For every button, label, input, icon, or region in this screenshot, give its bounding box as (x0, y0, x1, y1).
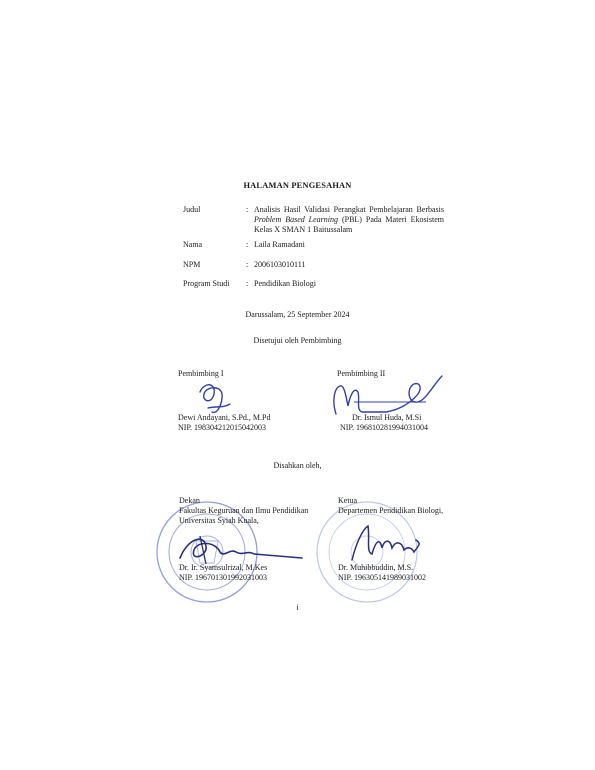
ketua-role: Ketua (338, 496, 358, 505)
dekan-nip: NIP. 196701301992031003 (179, 573, 268, 582)
npm-colon: : (246, 260, 249, 269)
page-number: i (296, 603, 299, 612)
judul-line-1: Analisis Hasil Validasi Perangkat Pembelajaran Berbasis (254, 205, 444, 214)
nama-value: Laila Ramadani (254, 240, 305, 249)
judul-colon: : (246, 205, 249, 214)
nama-label: Nama (183, 240, 203, 249)
judul-line-2-italic: Problem Based Learning (254, 215, 339, 224)
ratified-by: Disahkan oleh, (273, 461, 322, 470)
place-date: Darussalam, 25 September 2024 (245, 310, 350, 319)
dekan-role: Dekan (179, 496, 200, 505)
prodi-value: Pendidikan Biologi (254, 279, 316, 288)
pembimbing1-signature (194, 378, 244, 418)
prodi-label: Program Studi (183, 279, 230, 288)
npm-value: 2006103010111 (254, 260, 306, 269)
dekan-name: Dr. Ir. Syamsulrizal, M.Kes (179, 563, 268, 572)
pembimbing1-nip: NIP. 198304212015042003 (178, 423, 267, 432)
ketua-nip: NIP. 196305141989031002 (338, 573, 427, 582)
dekan-org-line-2: Universitas Syiah Kuala, (179, 516, 259, 525)
npm-label: NPM (183, 260, 201, 269)
judul-line-3: Kelas X SMAN 1 Baitussalam (254, 225, 353, 234)
prodi-colon: : (246, 279, 249, 288)
pembimbing2-name: Dr. Ismul Huda, M.Si (352, 413, 422, 422)
pembimbing1-name: Dewi Andayani, S.Pd., M.Pd (178, 413, 271, 422)
judul-label: Judul (183, 205, 201, 214)
judul-line-2-rest: (PBL) Pada Materi Ekosistem (338, 215, 444, 224)
judul-line-2 (254, 215, 444, 225)
nama-colon: : (246, 240, 249, 249)
page-title: HALAMAN PENGESAHAN (243, 181, 352, 190)
pembimbing2-nip: NIP. 196810281994031004 (340, 423, 429, 432)
ketua-org-line-1: Departemen Pendidikan Biologi, (338, 506, 444, 515)
ketua-signature (346, 520, 426, 564)
ketua-name: Dr. Muhibbuddin, M.S. (338, 563, 414, 572)
pembimbing2-role: Pembimbing II (337, 369, 386, 378)
dekan-org-line-1: Fakultas Keguruan dan Ilmu Pendidikan (179, 506, 309, 515)
pembimbing1-role: Pembimbing I (178, 369, 224, 378)
approved-by: Disetujui oleh Pembimbing (253, 336, 342, 345)
